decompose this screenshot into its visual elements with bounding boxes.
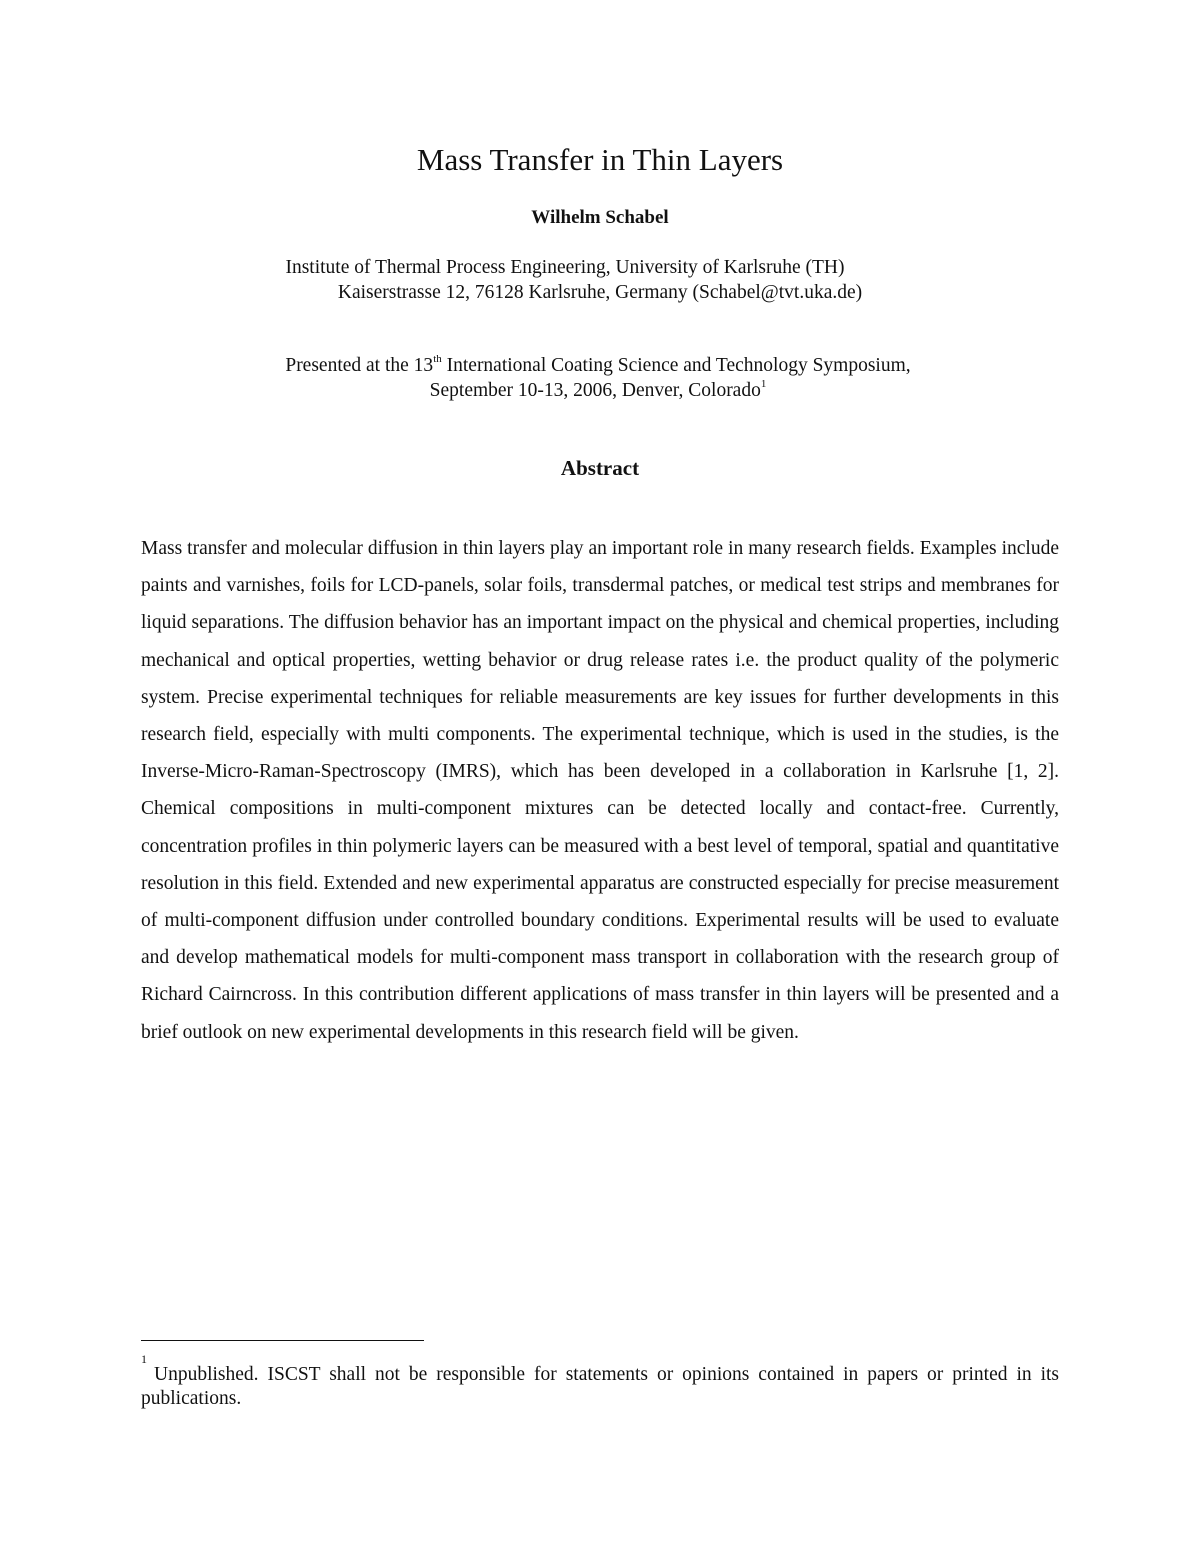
- presentation-prefix: Presented at the 13: [285, 355, 434, 376]
- presentation-suffix: International Coating Science and Technology Symposium,: [441, 355, 911, 376]
- presentation-date-location: September 10-13, 2006, Denver, Colorado: [429, 380, 761, 401]
- presentation-note-line1: [0, 354, 1196, 378]
- author-name: Wilhelm Schabel: [531, 207, 669, 228]
- abstract-body: Mass transfer and molecular diffusion in thin layers play an important role in many research fields. Examples include paints and varnishes, foils for LCD-panels, solar foils, transdermal patches, or medical test strips and membranes for liquid separations. The diffusion behavior has an important impact on the physical and chemical properties, including mechanical and optical properties, wetting behavior or drug release rates i.e. the product quality of the polymeric system. Precise experimental techniques for reliable measurements are key issues for further developments in this research field, especially with multi components. The experimental technique, which is used in the studies, is the Inverse-Micro-Raman-Spectroscopy (IMRS), which has been developed in a collaboration in Karlsruhe [1, 2]. Chemical compositions in multi-component mixtures can be detected locally and contact-free. Currently, concentration profiles in thin polymeric layers can be measured with a best level of temporal, spatial and quantitative resolution in this field. Extended and new experimental apparatus are constructed especially for precise measurement of multi-component diffusion under controlled boundary conditions. Experimental results will be used to evaluate and develop mathematical models for multi-component mass transport in collaboration with the research group of Richard Cairncross. In this contribution different applications of mass transfer in thin layers will be presented and a brief outlook on new experimental developments in this research field will be given.: [141, 538, 1059, 1043]
- footnote-reference: 1: [760, 377, 767, 390]
- footnote-separator: [141, 1340, 424, 1341]
- footnote-text: Unpublished. ISCST shall not be responsible for statements or opinions contained in papers or printed in its publications.: [141, 1364, 1059, 1409]
- paper-title: Mass Transfer in Thin Layers: [416, 142, 784, 177]
- footnote-mark: 1: [141, 1352, 147, 1366]
- affiliation-address: Kaiserstrasse 12, 76128 Karlsruhe, Germany (Schabel@tvt.uka.de): [337, 282, 863, 303]
- presentation-note-line2: [0, 379, 1196, 403]
- ordinal-superscript: th: [433, 352, 442, 365]
- affiliation-institute: Institute of Thermal Process Engineering, University of Karlsruhe (TH): [285, 257, 845, 278]
- abstract-heading: Abstract: [560, 456, 640, 480]
